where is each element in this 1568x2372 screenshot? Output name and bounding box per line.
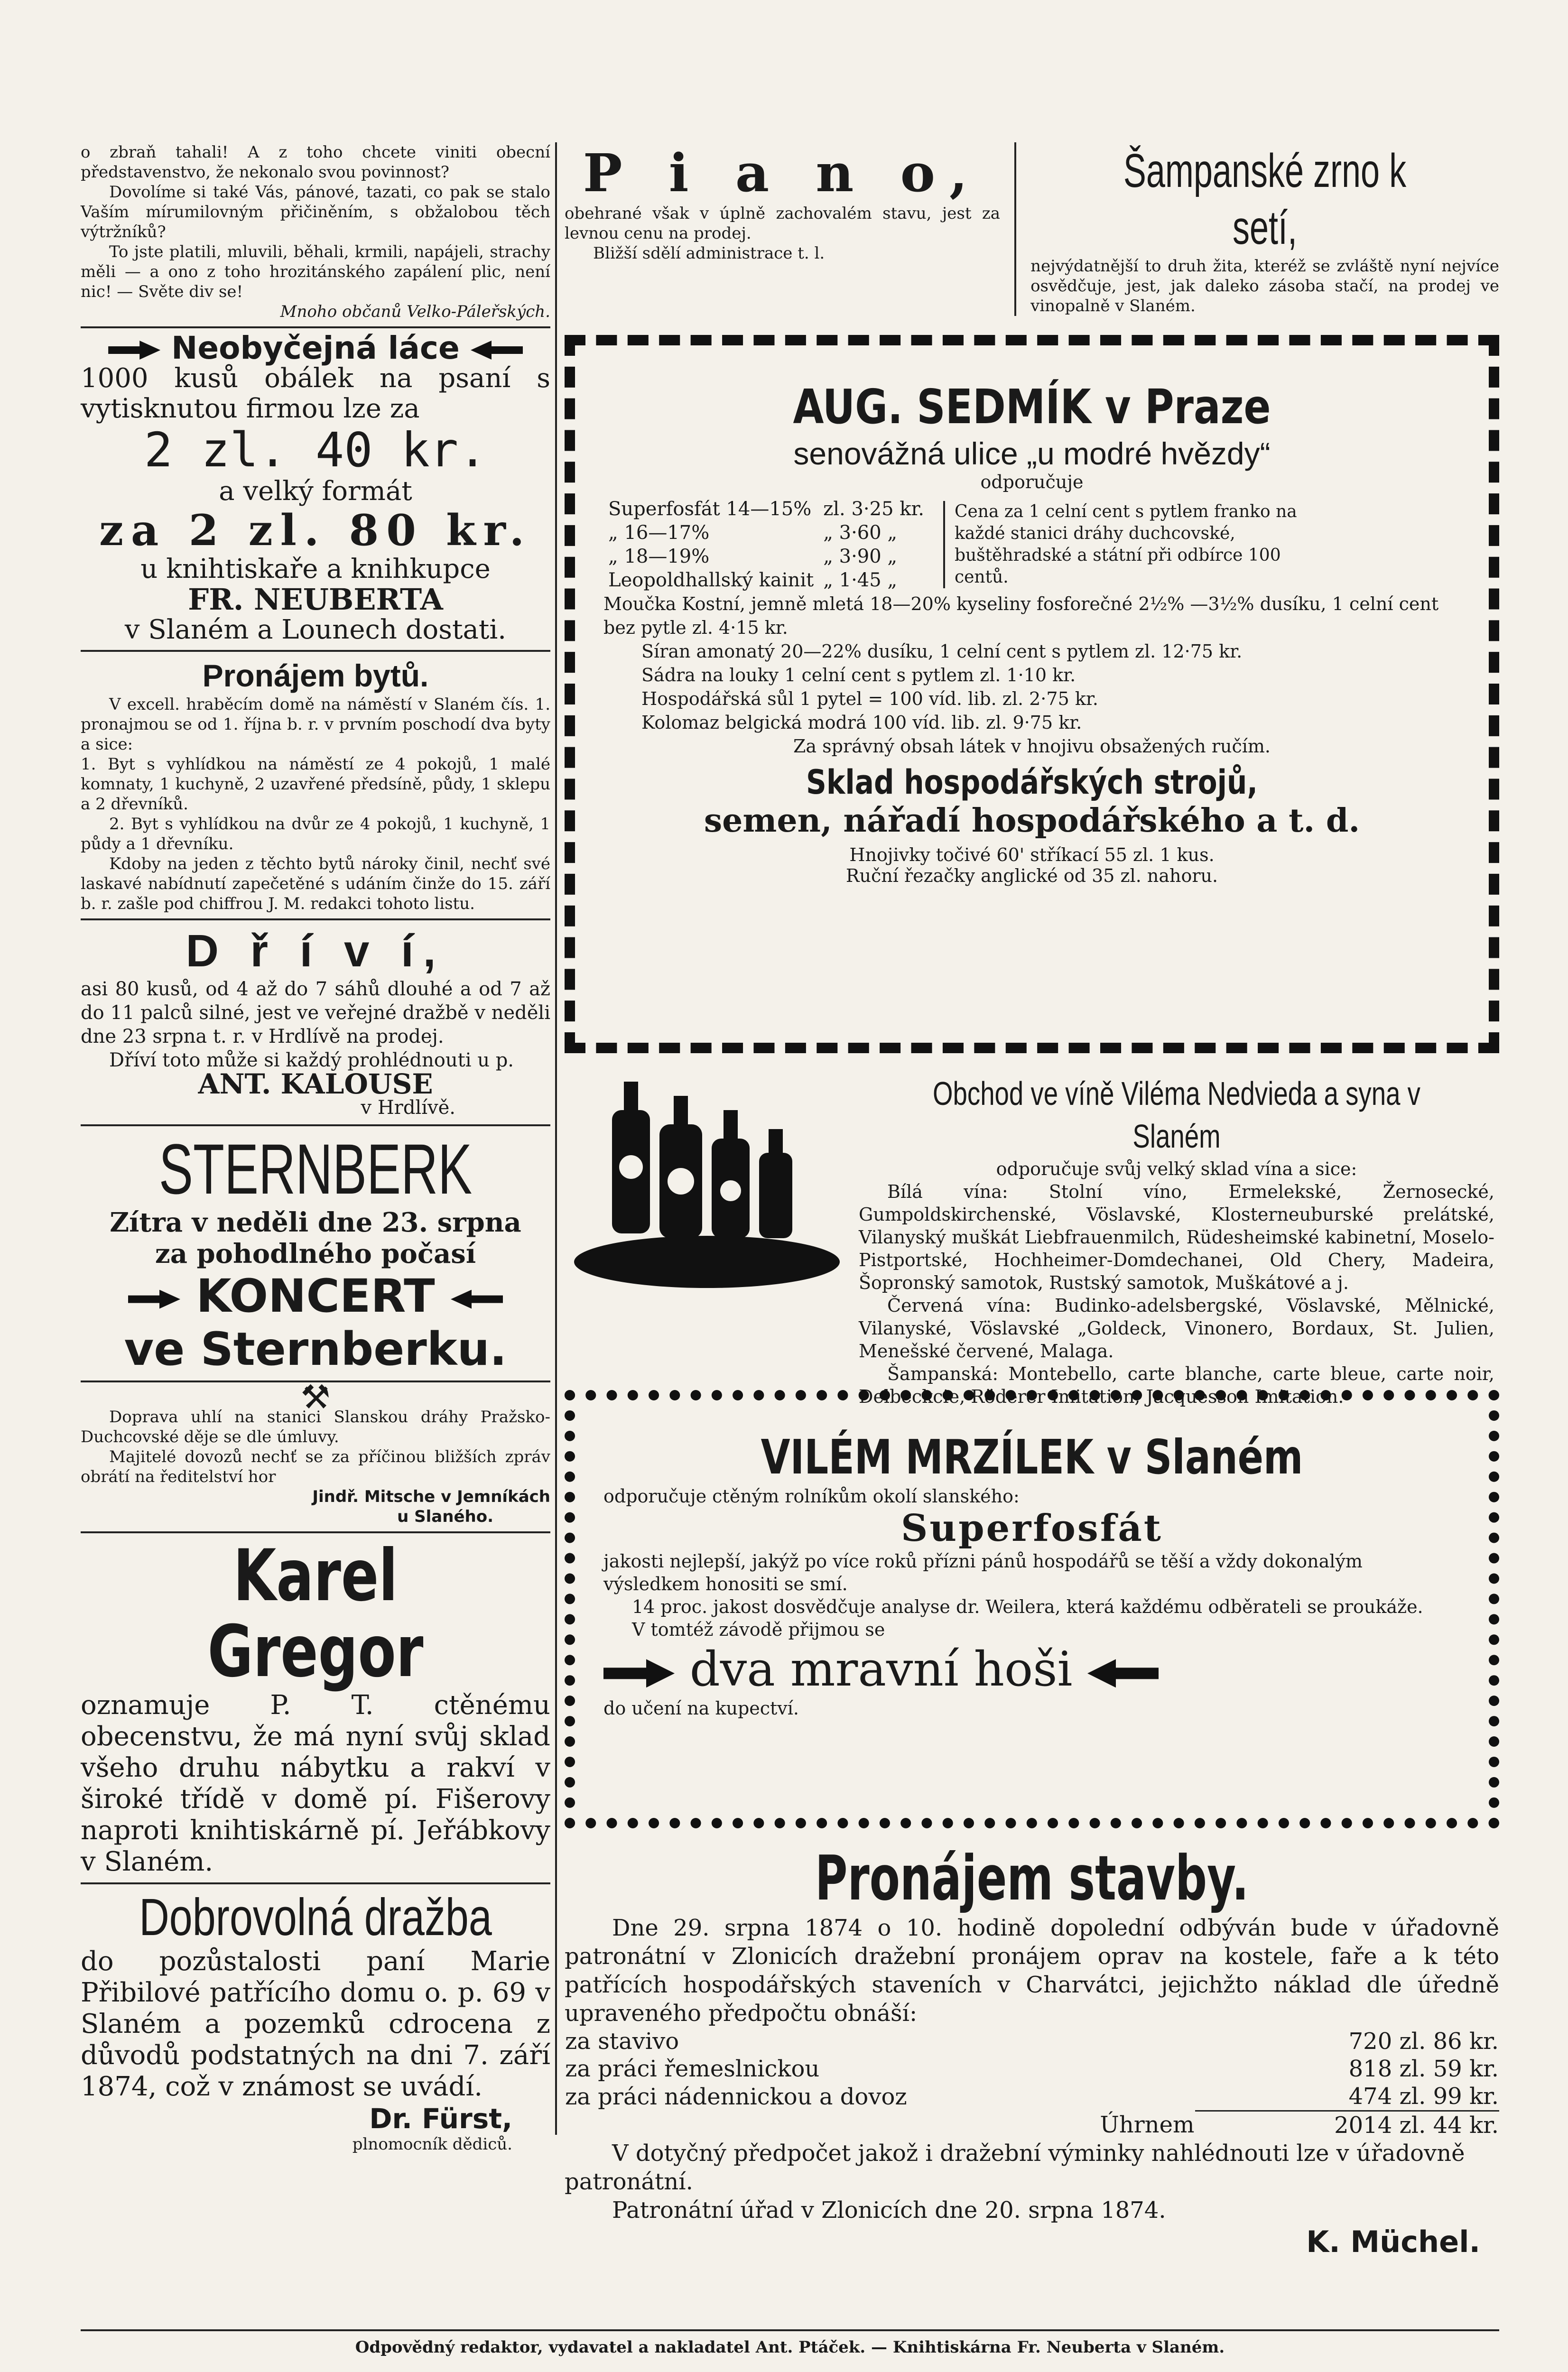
product-line: Síran amonatý 20—22% dusíku, 1 celní cent s pytlem zl. 12·75 kr. <box>641 641 1243 662</box>
ad-text: V tomtéž závodě přijmou se <box>632 1619 885 1640</box>
pointing-hand-icon <box>108 341 160 360</box>
ad-text: Bližší sdělí administrace t. l. <box>593 244 825 263</box>
imprint-footer: Odpovědný redaktor, vydavatel a nakladatel Ant. Ptáček. — Knihtiskárna Fr. Neuberta v Slaném. <box>81 2329 1499 2357</box>
pointing-hand-icon <box>603 1659 675 1687</box>
ad-item: 2. Byt s vyhlídkou na dvůr ze 4 pokojů, 1 kuchyně, 1 půdy a 1 dřevníku. <box>81 815 550 853</box>
ad-text: Majitelé dovozů nechť se za příčinou bližších zpráv obrátí na ředitelství hor <box>81 1447 550 1486</box>
cost-label: za práci nádennickou a dovoz <box>565 2083 907 2110</box>
ad-text: Dne 29. srpna 1874 o 10. hodině dopolední odbýván bude v úřadovně patronátní v Zlonicích dražební pronájem oprav na kostele, faře a k této patřících hospodářských staveních v Charvátci, jejichžto náklad dle úředně upraveného předpočtu obnáší: <box>565 1915 1499 2027</box>
ad-title: Neobyčejná láce <box>171 330 460 366</box>
product-line: Kolomaz belgická modrá 100 víd. lib. zl. 9·75 kr. <box>641 712 1082 733</box>
cost-label: za stavivo <box>565 2028 679 2055</box>
seller-name: ANT. KALOUSE <box>198 1068 433 1100</box>
product-line: Sádra na louky 1 celní cent s pytlem zl. 1·10 kr. <box>641 665 1076 686</box>
table-row <box>603 497 929 521</box>
wine-white: Bílá vína: Stolní víno, Ermelekské, Žernosecké, Gumpoldskirchenské, Vöslavské, Klosterneuburské prelátské, Vilanyský muškát Liebfrauenmilch, Rüdesheimské kabinetní, Moselo-Pistportské, Hochheimer-Domdechanei, Old Chery, Madeira, Šopronský samotok, Rustský samotok, Muškátové a j. <box>859 1181 1494 1293</box>
ad-text: Ruční řezačky anglické od 35 zl. nahoru. <box>845 865 1218 886</box>
price-2: za 2 zl. 80 kr. <box>99 505 532 556</box>
sklad-heading: Sklad hospodářských strojů, <box>806 763 1258 802</box>
ad-text: do učení na kupectví. <box>603 1698 799 1719</box>
ad-text: Kdoby na jeden z těchto bytů nároky činil, nechť své laskavé nabídnutí zapečetěné s udáním činže do 15. září b. r. zašle pod chiffrou J. M. redakci tohoto listu. <box>81 854 550 913</box>
ad-sedmik-box <box>565 335 1499 1053</box>
wine-red: Červená vína: Budinko-adelsbergské, Vöslavské, Mělnické, Vilanyské, Vöslavské „Goldeck, Vinonero, Bordaux, St. Julien, Menešské červené, Malaga. <box>859 1295 1494 1362</box>
signature: K. Müchel. <box>1306 2224 1480 2259</box>
ad-title: Pronájem bytů. <box>202 658 429 693</box>
ad-text: a velký formát <box>219 476 412 507</box>
intro-line-3: To jste platili, mluvili, běhali, krmili, napájeli, strachy měli — a ono z toho hrozitánského zapálení plic, není nic! — Světe div se! <box>81 242 550 301</box>
product-name: „ 18—19% <box>608 546 710 567</box>
ad-mrzilek-box <box>565 1390 1499 1828</box>
ad-zrno <box>1030 142 1499 316</box>
total-label: Úhrnem <box>1100 2112 1195 2139</box>
table-row <box>603 521 929 545</box>
product-name: Leopoldhallský kainit <box>608 569 814 591</box>
divider <box>81 326 550 328</box>
ad-text: odporučuje ctěným rolníkům okolí slanského: <box>603 1486 1020 1507</box>
ad-text: odporučuje svůj velký sklad vína a sice: <box>996 1158 1357 1179</box>
ad-stavby <box>565 1843 1499 2259</box>
ad-text: odporučuje <box>980 472 1084 492</box>
product-price: „ 3·90 „ <box>823 546 898 567</box>
pointing-hand-icon <box>128 1290 180 1309</box>
ad-text: 14 proc. jakost dosvědčuje analyse dr. Weilera, která každému odběrateli se proukáže. <box>632 1596 1423 1617</box>
cost-amount: 818 zl. 59 kr. <box>1348 2056 1499 2082</box>
concert-label: KONCERT <box>196 1269 435 1323</box>
wine-champagne: Šampanská: Montebello, carte blanche, carte bleue, carte noir, Delbeckcie, Röderer Imitation, Jacquesson Imitation. <box>859 1363 1494 1407</box>
product-name: Superfosfát <box>901 1507 1163 1550</box>
divider <box>81 1531 550 1533</box>
owner-place: u Slaného. <box>397 1507 493 1526</box>
total-amount: 2014 zl. 44 kr. <box>1334 2112 1499 2139</box>
product-name: Superfosfát 14—15% <box>608 498 812 520</box>
table-row <box>603 568 929 592</box>
ad-text: nejvýdatnější to druh žita, kteréž se zvláště nyní nejvíce osvědčuje, jest, jak daleko zásoba stačí, na prodej ve vinopalně v Slaném. <box>1030 257 1499 315</box>
cost-amount: 474 zl. 99 kr. <box>1195 2083 1499 2111</box>
ad-text: V excell. hraběcím domě na náměstí v Slaném čís. 1. pronajmou se od 1. října b. r. v prvním poschodí dva byty a sice: <box>81 695 550 754</box>
ad-drazba <box>81 1889 550 2154</box>
pointing-hand-icon <box>471 341 523 360</box>
ad-gregor <box>81 1535 550 1878</box>
ad-title: Obchod ve víně Viléma Nedvieda a syna v Slaném <box>933 1075 1420 1155</box>
ad-title: P i a n o, <box>583 142 982 204</box>
wine-text <box>859 1072 1494 1407</box>
seller-place: v Hrdlívě. <box>361 1097 455 1119</box>
divider <box>81 1882 550 1884</box>
ad-obalky <box>81 330 550 645</box>
ad-title: STERNBERK <box>158 1129 473 1209</box>
owner-name: Jindř. Mitsche v Jemníkách <box>312 1487 550 1506</box>
intro-signature: Mnoho občanů Velko-Páleřských. <box>280 302 550 321</box>
ad-text: Zítra v neděli dne 23. srpna <box>110 1207 521 1238</box>
ad-text: asi 80 kusů, od 4 až do 7 sáhů dlouhé a od 7 až do 11 palců silné, jest ve veřejné dražbě v neděli dne 23 srpna t. r. v Hrdlívě na prodej. <box>81 978 550 1047</box>
pointing-hand-icon <box>451 1290 503 1309</box>
ad-text: oznamuje P. T. ctěnému obecenstvu, že má nyní svůj sklad všeho druhu nábytku a rakví v široké třídě v domě pí. Fišerovy naproti knihtiskárně pí. Jeřábkovy v Slaném. <box>81 1690 550 1877</box>
ad-title: Karel Gregor <box>207 1535 424 1693</box>
ad-text: Dříví toto může si každý prohlédnouti u p. <box>109 1049 514 1071</box>
ad-text: jakosti nejlepší, jakýž po více roků přízni pánů hospodářů se těší a vždy dokonalým výsledkem honositi se smí. <box>603 1551 1363 1594</box>
ad-sternberk <box>81 1131 550 1376</box>
cost-amount: 720 zl. 86 kr. <box>1348 2028 1499 2055</box>
intro-line-2: Dovolíme si také Vás, pánové, tazati, co pak se stalo Vaším mírumilovným přičiněním, s obžalobou těch výtržníků? <box>81 183 550 241</box>
ad-title: Dobrovolná dražba <box>139 1888 492 1946</box>
signature: Dr. Fürst, <box>369 2103 512 2135</box>
price-1: 2 zl. 40 kr. <box>144 422 487 478</box>
intro-line-1: o zbraň tahali! A z toho chcete viniti obecní představenstvo, že nekonalo svou povinnost? <box>81 143 550 182</box>
ad-drivi <box>81 925 550 1120</box>
ad-piano <box>565 142 1000 316</box>
semen-heading: semen, nářadí hospodářského a t. d. <box>704 802 1360 840</box>
divider <box>81 918 550 920</box>
wine-bottles-illustration <box>565 1072 859 1381</box>
table-row <box>565 2111 1499 2140</box>
left-column <box>81 142 550 2154</box>
top-ads <box>565 142 1499 316</box>
divider <box>1014 142 1016 316</box>
right-column <box>565 142 1499 2259</box>
cost-label: za práci řemeslnickou <box>565 2056 820 2082</box>
product-line: Moučka Kostní, jemně mletá 18—20% kyseliny fosforečné 2½% —3½% dusíku, 1 celní cent bez pytle zl. 4·15 kr. <box>603 593 1439 638</box>
price-block <box>603 497 1460 592</box>
ad-title: Pronájem stavby. <box>815 1842 1249 1914</box>
ad-text: obehrané však v úplně zachovalém stavu, jest za levnou cenu na prodej. <box>565 204 1001 243</box>
table-row <box>565 2083 1499 2111</box>
product-price: „ 1·45 „ <box>823 569 898 591</box>
product-price: „ 3·60 „ <box>823 522 898 544</box>
firm-name: FR. NEUBERTA <box>188 582 443 617</box>
ad-text: Hnojivky točivé 60' stříkací 55 zl. 1 kus. <box>849 844 1215 865</box>
ad-text: v Slaném a Lounech dostati. <box>124 614 507 645</box>
ad-text: 1000 kusů obálek na psaní s vytisknutou firmou lze za <box>81 363 550 424</box>
ad-uhli <box>81 1378 550 1527</box>
ad-title: VILÉM MRZÍLEK v Slaném <box>761 1429 1303 1485</box>
ad-text: Doprava uhlí na stanici Slanskou dráhy Pražsko-Duchcovské děje se dle úmluvy. <box>81 1408 550 1446</box>
table-row <box>603 545 929 568</box>
product-price: zl. 3·25 kr. <box>823 498 924 520</box>
ad-subtitle: senovážná ulice „u modré hvězdy“ <box>793 436 1271 471</box>
wine-bottles-icon <box>565 1072 859 1290</box>
hosi-label: dva mravní hoši <box>689 1641 1073 1697</box>
ad-vino <box>565 1072 1499 1407</box>
product-line: Za správný obsah látek v hnojivu obsažených ručím. <box>793 736 1271 757</box>
product-name: „ 16—17% <box>608 522 710 544</box>
table-row <box>565 2028 1499 2055</box>
product-lines <box>603 592 1460 758</box>
hammer-pick-icon: ⚒ <box>300 1378 331 1417</box>
column-divider <box>555 142 557 2135</box>
price-table <box>603 497 929 592</box>
ad-title: AUG. SEDMÍK v Praze <box>793 379 1271 435</box>
intro-article <box>81 142 550 322</box>
table-row <box>565 2055 1499 2083</box>
ad-item: 1. Byt s vyhlídkou na náměstí ze 4 pokojů, 1 malé komnaty, 1 kuchyně, 2 uzavřené předsíně, půdy, 1 sklepu a 2 dřevníků. <box>81 755 550 814</box>
product-line: Hospodářská sůl 1 pytel = 100 víd. lib. zl. 2·75 kr. <box>641 688 1098 709</box>
cost-table <box>565 2028 1499 2139</box>
ad-text: V dotyčný předpočet jakož i dražební výminky nahlédnouti lze v úřadovně patronátní. <box>565 2140 1465 2195</box>
ad-title: D ř í v í, <box>186 926 445 976</box>
divider <box>81 650 550 652</box>
ad-text: u knihtiskaře a knihkupce <box>140 554 491 584</box>
ad-title: Šampanské zrno k setí, <box>1123 144 1407 254</box>
place-date: Patronátní úřad v Zlonicích dne 20. srpna 1874. <box>612 2197 1166 2224</box>
ad-text: za pohodlného počasí <box>155 1238 476 1269</box>
signature-role: plnomocník dědiců. <box>352 2135 512 2154</box>
divider <box>81 1124 550 1126</box>
ad-text: do pozůstalosti paní Marie Přibilové patřícího domu o. p. 69 v Slaném a pozemků cdrocena z důvodů podstatných na dni 7. září 1874, což v známost se uvádí. <box>81 1946 550 2102</box>
ad-text: ve Sternberku. <box>124 1323 507 1376</box>
ad-byty <box>81 657 550 914</box>
pointing-hand-icon <box>1087 1659 1159 1687</box>
price-note: Cena za 1 celní cent s pytlem franko na každé stanici dráhy duchcovské, buštěhradské a státní při odbírce 100 centů. <box>943 501 1325 588</box>
